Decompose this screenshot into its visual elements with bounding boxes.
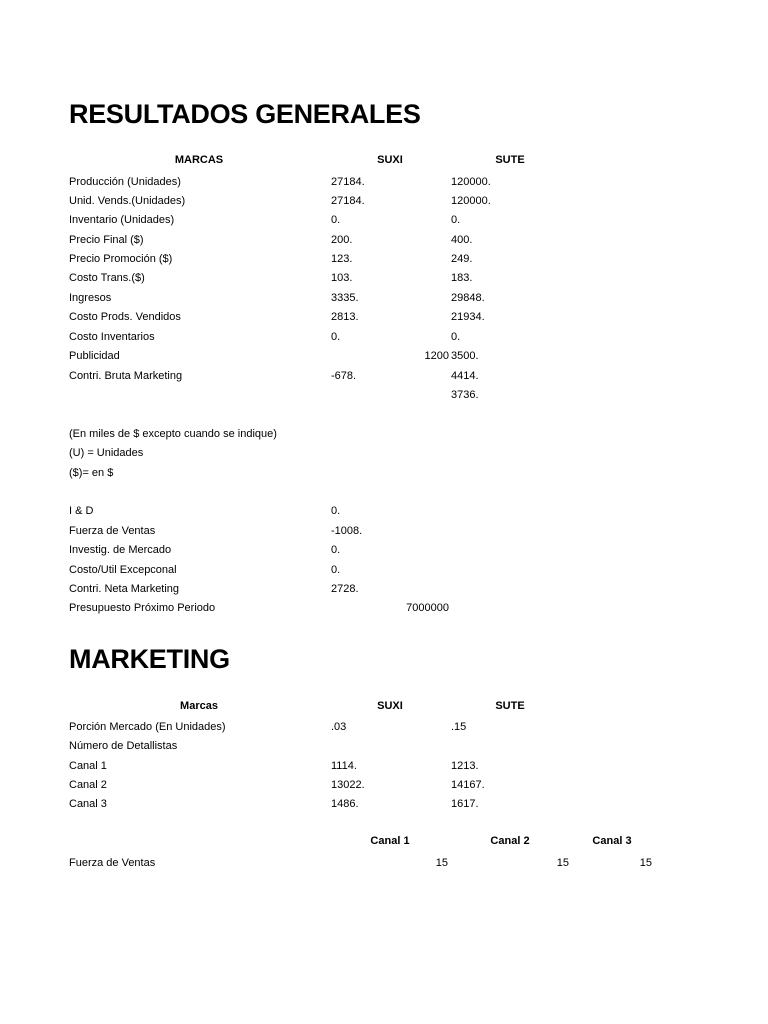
row-label: Publicidad [69, 350, 120, 362]
table-row [0, 776, 768, 795]
suxi-value: 1200 [424, 350, 449, 362]
row-label: Investig. de Mercado [69, 544, 172, 556]
sute-value: 14167. [451, 779, 485, 791]
row-label: Precio Promoción ($) [69, 253, 173, 265]
suxi-value: 0. [331, 214, 341, 226]
row-label: Fuerza de Ventas [69, 525, 156, 537]
row-value: 0. [331, 505, 341, 517]
table-row [0, 231, 768, 250]
suxi-value: 3335. [331, 292, 359, 304]
canal-3-value: 15 [639, 857, 652, 869]
table-row [0, 795, 768, 814]
row-label: Contri. Bruta Marketing [69, 370, 183, 382]
note-line [0, 425, 768, 444]
sute-value: 249. [451, 253, 473, 265]
table-row [0, 269, 768, 288]
table-row [0, 211, 768, 230]
header-marcas: Marcas [180, 700, 218, 712]
fuerza-header [0, 832, 768, 851]
row-label: Número de Detallistas [69, 740, 178, 752]
table-row [0, 541, 768, 560]
table-row [0, 192, 768, 211]
row-label: Canal 1 [69, 760, 107, 772]
presupuesto-value: 7000000 [406, 602, 449, 614]
header-marcas: MARCAS [174, 154, 224, 166]
suxi-value: 13022. [331, 779, 365, 791]
suxi-value: 0. [331, 331, 341, 343]
row-value: 0. [331, 544, 341, 556]
canal-2-value: 15 [556, 857, 569, 869]
sute-value: 1213. [451, 760, 479, 772]
row-label: Unid. Vends.(Unidades) [69, 195, 186, 207]
sute-value: 120000. [451, 176, 491, 188]
table-row [0, 757, 768, 776]
sute-value: 400. [451, 234, 473, 246]
note-line [0, 464, 768, 483]
note-text: (U) = Unidades [69, 447, 144, 459]
table-row [0, 347, 768, 366]
suxi-value: 1114. [331, 760, 357, 772]
sute-value: 0. [451, 331, 461, 343]
row-label: Canal 2 [69, 779, 107, 791]
header-canal-3: Canal 3 [592, 835, 632, 847]
table-header [0, 697, 768, 716]
table-row [0, 522, 768, 541]
suxi-value: .03 [331, 721, 347, 733]
table-row [0, 599, 768, 618]
suxi-value: 103. [331, 272, 353, 284]
suxi-value: 200. [331, 234, 353, 246]
canal-1-value: 15 [435, 857, 448, 869]
row-value: 0. [331, 564, 341, 576]
sute-value: 1617. [451, 798, 479, 810]
header-suxi: SUXI [377, 700, 403, 712]
table-row [0, 737, 768, 756]
header-sute: SUTE [495, 700, 525, 712]
row-label: Ingresos [69, 292, 112, 304]
table-row [0, 367, 768, 386]
header-suxi: SUXI [377, 154, 403, 166]
suxi-value: 2813. [331, 311, 359, 323]
table-row [0, 250, 768, 269]
row-value: -1008. [331, 525, 363, 537]
suxi-value: -678. [331, 370, 357, 382]
suxi-value: 123. [331, 253, 353, 265]
row-label: Porción Mercado (En Unidades) [69, 721, 226, 733]
table-row [0, 173, 768, 192]
section-title-marketing: MARKETING [69, 644, 230, 674]
sute-value: 183. [451, 272, 473, 284]
row-label: Inventario (Unidades) [69, 214, 175, 226]
sute-value: 0. [451, 214, 461, 226]
sute-value: 3500. [451, 350, 479, 362]
row-label: Costo Prods. Vendidos [69, 311, 181, 323]
note-line [0, 444, 768, 463]
sute-value: 21934. [451, 311, 485, 323]
row-label: Costo Inventarios [69, 331, 155, 343]
row-value: 2728. [331, 583, 359, 595]
presupuesto-label: Presupuesto Próximo Periodo [69, 602, 216, 614]
table-row [0, 289, 768, 308]
table-row [0, 718, 768, 737]
header-canal-1: Canal 1 [370, 835, 410, 847]
table-header [0, 151, 768, 170]
sute-value: 120000. [451, 195, 491, 207]
table-row [0, 580, 768, 599]
table-row [0, 328, 768, 347]
table-row [0, 308, 768, 327]
note-text: (En miles de $ excepto cuando se indique) [69, 428, 277, 440]
row-label: Fuerza de Ventas [69, 857, 156, 869]
note-text: ($)= en $ [69, 467, 114, 479]
table-row [0, 854, 768, 873]
suxi-value: 27184. [331, 176, 365, 188]
table-row [0, 561, 768, 580]
row-label: Producción (Unidades) [69, 176, 181, 188]
row-label: I & D [69, 505, 94, 517]
header-canal-2: Canal 2 [490, 835, 530, 847]
section-title-resultados: RESULTADOS GENERALES [69, 99, 421, 129]
sute-value: 29848. [451, 292, 485, 304]
sute-value: 4414. [451, 370, 479, 382]
row-label: Costo/Util Excepconal [69, 564, 177, 576]
header-sute: SUTE [495, 154, 525, 166]
suxi-value: 27184. [331, 195, 365, 207]
row-label: Costo Trans.($) [69, 272, 145, 284]
suxi-value: 1486. [331, 798, 359, 810]
row-label: Precio Final ($) [69, 234, 144, 246]
sute-value: .15 [451, 721, 467, 733]
table-row [0, 386, 768, 405]
table-row [0, 502, 768, 521]
sute-value: 3736. [451, 389, 479, 401]
row-label: Contri. Neta Marketing [69, 583, 180, 595]
row-label: Canal 3 [69, 798, 107, 810]
